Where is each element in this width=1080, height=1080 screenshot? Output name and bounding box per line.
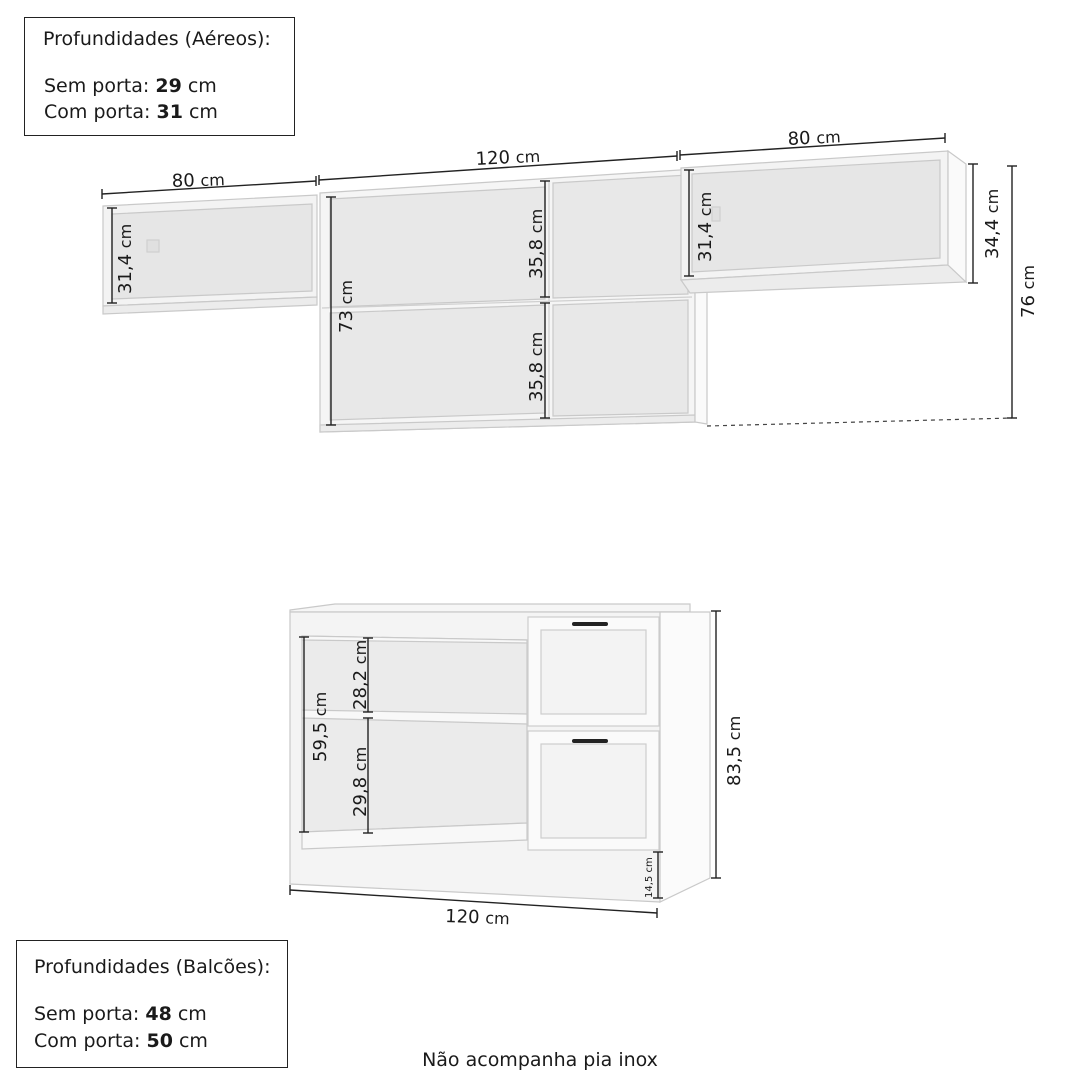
dim-upper-right-width-label: 80 cm bbox=[787, 127, 842, 150]
dim-upper-right-inner-height-label: 31,4 cm bbox=[695, 191, 716, 262]
dim-base-height-label: 83,5 cm bbox=[724, 715, 745, 786]
depth-without-door-upper: Sem porta: 29 cm bbox=[44, 75, 217, 97]
dim-upper-center-bottom-niche-label: 35,8 cm bbox=[526, 331, 547, 402]
depth-with-door-base: Com porta: 50 cm bbox=[34, 1030, 208, 1052]
dim-upper-center-width-label: 120 cm bbox=[475, 146, 541, 170]
upper-cabinet-center bbox=[320, 169, 695, 432]
dim-upper-right-height-label: 34,4 cm bbox=[982, 188, 1003, 259]
dim-base-bottom-niche-label: 29,8 cm bbox=[350, 746, 371, 817]
dim-upper-right-height bbox=[968, 164, 978, 283]
dim-base-width-label: 120 cm bbox=[444, 906, 510, 929]
drawer-handle-upper bbox=[572, 622, 608, 626]
dim-base-top-niche-label: 28,2 cm bbox=[350, 639, 371, 710]
dim-upper-total-height bbox=[1007, 166, 1017, 418]
dim-base-open-height-label: 59,5 cm bbox=[310, 691, 331, 762]
total-height-guide bbox=[707, 418, 1012, 426]
depth-title-base: Profundidades (Balcões): bbox=[34, 956, 271, 978]
base-drawer-lower bbox=[528, 731, 659, 850]
dim-base-height bbox=[711, 611, 721, 878]
depth-with-door-upper: Com porta: 31 cm bbox=[44, 101, 218, 123]
dim-base-plinth-label: 14,5 cm bbox=[644, 857, 655, 898]
dim-upper-center-top-niche-label: 35,8 cm bbox=[526, 208, 547, 279]
depth-title-upper: Profundidades (Aéreos): bbox=[43, 28, 271, 50]
dim-upper-left-width-label: 80 cm bbox=[171, 170, 226, 192]
dim-upper-total-height-label: 76 cm bbox=[1018, 264, 1039, 318]
base-drawer-upper bbox=[528, 617, 659, 726]
footer-note: Não acompanha pia inox bbox=[422, 1049, 658, 1071]
drawer-handle-lower bbox=[572, 739, 608, 743]
upper-cabinet-right bbox=[681, 151, 966, 293]
dim-upper-center-height-label: 73 cm bbox=[336, 279, 357, 333]
dim-upper-left-height-label: 31,4 cm bbox=[115, 223, 136, 294]
depth-without-door-base: Sem porta: 48 cm bbox=[34, 1003, 207, 1025]
